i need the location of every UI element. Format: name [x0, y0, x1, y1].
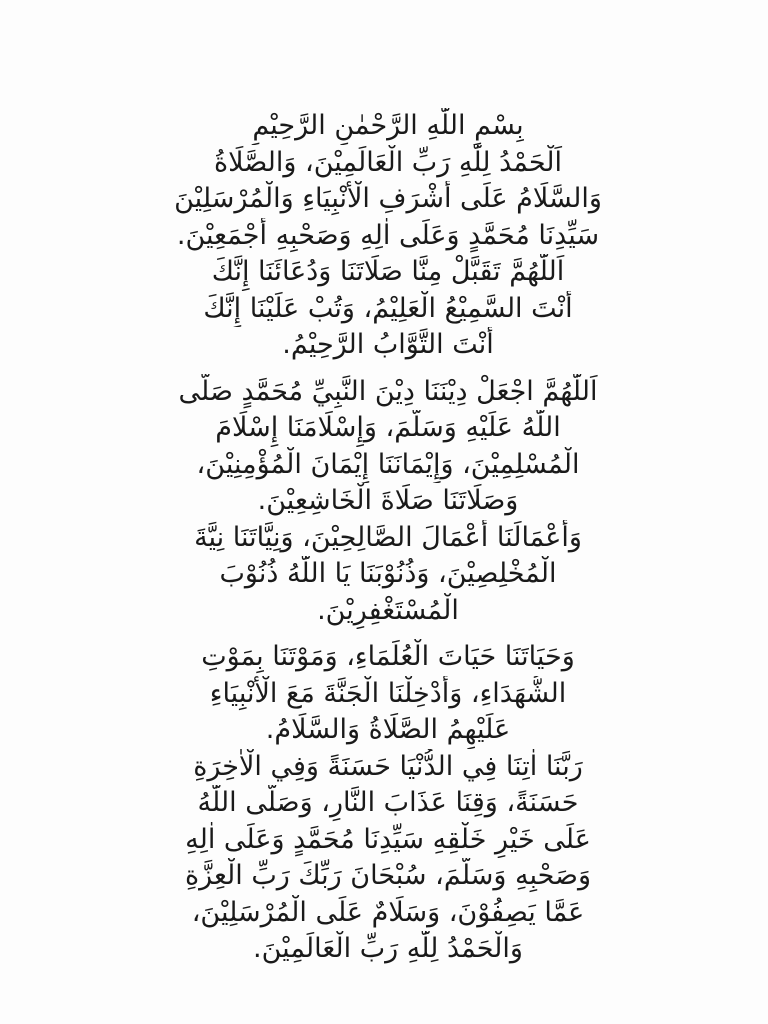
text-line: عَلَيْهِمُ الصَّلَاةُ وَالسَّلَامُ.	[265, 714, 511, 745]
text-line: اَللّٰهُمَّ تَقَبَّلْ مِنَّا صَلَاتَنَا وَدُعَائَنَا إِنَّكَ	[211, 256, 565, 287]
text-line: الْمُخْلِصِيْنَ، وَذُنُوْبَنَا يَا اللّٰهُ ذُنُوْبَ	[219, 558, 557, 589]
prayer-text	[118, 108, 658, 968]
text-line: الْمُسْتَغْفِرِيْنَ.	[317, 594, 459, 626]
text-line: اللّٰهُ عَلَيْهِ وَسَلَّمَ، وَإِسْلَامَنَا إِسْلَامَ	[215, 412, 561, 443]
text-line: أَنْتَ التَّوَّابُ الرَّحِيْمُ.	[282, 329, 494, 360]
paragraph-2	[118, 374, 658, 630]
text-line: رَبَّنَا اٰتِنَا فِي الدُّنْيَا حَسَنَةً وَفِي الْاٰخِرَةِ	[193, 750, 583, 782]
text-line: أَنْتَ السَّمِيْعُ الْعَلِيْمُ، وَتُبْ عَلَيْنَا إِنَّكَ	[203, 292, 573, 324]
text-line: عَلَى خَيْرِ خَلْقِهِ سَيِّدِنَا مُحَمَّدٍ وَعَلَى اٰلِهِ	[185, 823, 591, 855]
text-line: وَالسَّلَامُ عَلَى أَشْرَفِ الْأَنْبِيَاءِ وَالْمُرْسَلِيْنَ	[174, 183, 602, 214]
text-line: بِسْمِ اللّٰهِ الرَّحْمٰنِ الرَّحِيْمِ	[252, 110, 524, 141]
text-line: اَللّٰهُمَّ اجْعَلْ دِيْنَنَا دِيْنَ النَّبِيِّ مُحَمَّدٍ صَلَّى	[178, 375, 598, 407]
text-line: الشُّهَدَاءِ، وَأَدْخِلْنَا الْجَنَّةَ مَعَ الْأَنْبِيَاءِ	[209, 677, 567, 709]
paragraph-1	[118, 108, 658, 364]
paragraph-3	[118, 639, 658, 968]
text-line: وَصَحْبِهِ وَسَلَّمَ، سُبْحَانَ رَبِّكَ رَبِّ الْعِزَّةِ	[184, 860, 592, 891]
text-line: وَأَعْمَالَنَا أَعْمَالَ الصَّالِحِيْنَ، وَنِيَّاتَنَا نِيَّةَ	[194, 521, 582, 553]
text-line: اَلْحَمْدُ لِلّٰهِ رَبِّ الْعَالَمِيْنَ، وَالصَّلَاةُ	[213, 146, 563, 178]
text-line: وَصَلَاتَنَا صَلَاةَ الْخَاشِعِيْنَ.	[257, 485, 519, 516]
text-line: وَحَيَاتَنَا حَيَاتَ الْعُلَمَاءِ، وَمَوْتَنَا بِمَوْتِ	[201, 641, 575, 672]
text-line: الْمُسْلِمِيْنَ، وَإِيْمَانَنَا إِيْمَانَ الْمُؤْمِنِيْنَ،	[196, 448, 580, 480]
text-line: سَيِّدِنَا مُحَمَّدٍ وَعَلَى اٰلِهِ وَصَحْبِهِ أَجْمَعِيْنَ.	[176, 219, 600, 251]
text-line: وَالْحَمْدُ لِلّٰهِ رَبِّ الْعَالَمِيْنَ.	[253, 933, 523, 964]
text-line: عَمَّا يَصِفُوْنَ، وَسَلَامٌ عَلَى الْمُرْسَلِيْنَ،	[191, 896, 585, 928]
text-line: حَسَنَةً، وَقِنَا عَذَابَ النَّارِ، وَصَلَّى اللّٰهُ	[197, 787, 579, 818]
